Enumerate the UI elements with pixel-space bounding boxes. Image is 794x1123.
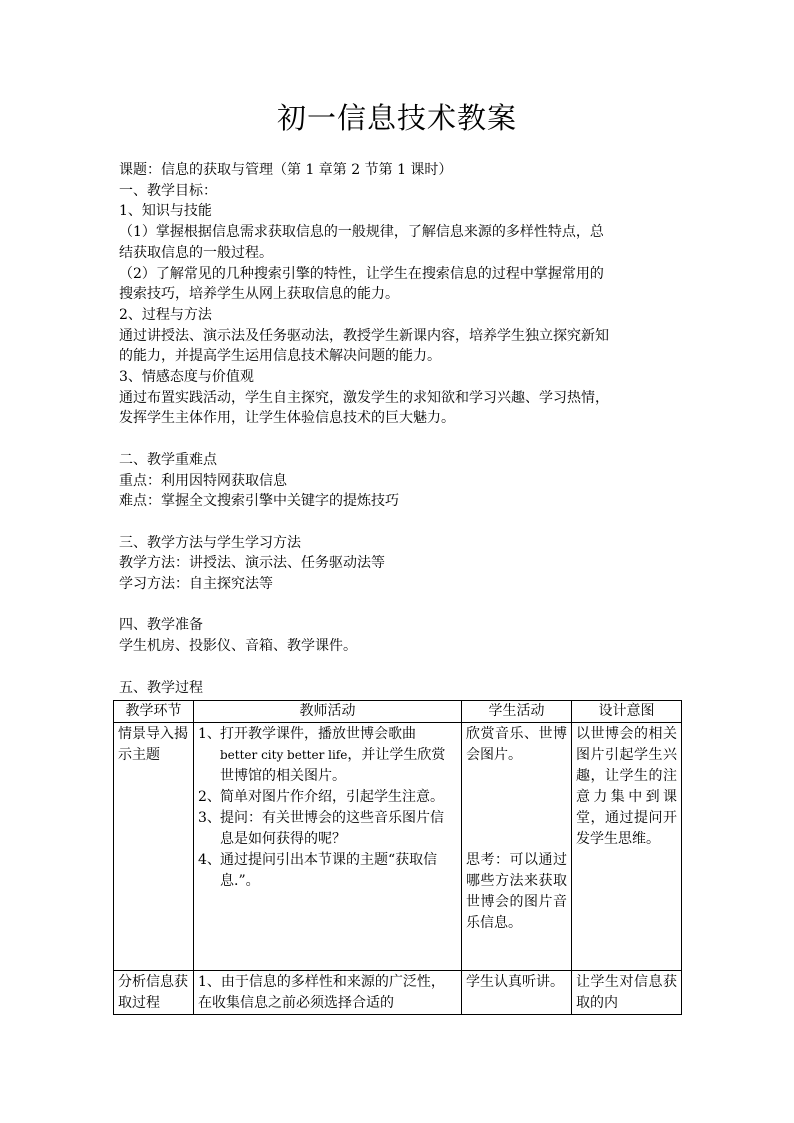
student-activity-1: 学生认真听讲。	[466, 974, 564, 990]
section-heading-key-points: 二、教学重难点	[119, 451, 217, 468]
stage-cell	[114, 971, 194, 1015]
teacher-step	[198, 787, 457, 808]
lesson-process-table	[113, 700, 682, 1015]
header-design-intent: 设计意图	[572, 701, 682, 723]
step-text: 简单对图片作介绍，引起学生注意。	[220, 789, 444, 805]
teacher-activity-cell	[194, 723, 462, 971]
teacher-steps	[198, 724, 457, 892]
process-line-1: 通过讲授法、演示法及任务驱动法，教授学生新课内容，培养学生独立探究新知	[119, 327, 609, 344]
step-number: 1、	[198, 726, 221, 742]
step-text: 由于信息的多样性和来源的广泛性，在收集信息之前必须选择合适的	[198, 974, 445, 1011]
design-intent-cell	[572, 723, 682, 971]
step-number: 2、	[198, 789, 221, 805]
step-number: 4、	[198, 852, 221, 868]
teacher-step	[198, 724, 457, 787]
lesson-topic: 课题：信息的获取与管理（第 1 章第 2 节第 1 课时）	[119, 162, 453, 178]
subheading-process-method: 2、过程与方法	[119, 306, 212, 323]
subheading-knowledge-skills: 1、知识与技能	[119, 203, 212, 220]
song-title: better city better life	[220, 748, 348, 762]
header-stage: 教学环节	[114, 701, 194, 723]
section-heading-methods: 三、教学方法与学生学习方法	[119, 534, 301, 551]
table-header-row	[114, 701, 682, 723]
section-heading-preparation: 四、教学准备	[119, 617, 203, 634]
teacher-step	[198, 808, 457, 850]
design-intent-text: 以世博会的相关图片引起学生兴趣，让学生的注意力集中到课堂，通过提问开发学生思维。	[576, 726, 677, 847]
subheading-attitude-values: 3、情感态度与价值观	[119, 369, 254, 386]
student-activity-1: 欣赏音乐、世博会图片。	[466, 726, 567, 763]
step-text: 提问：有关世博会的这些音乐图片信息是如何获得的呢？	[220, 810, 444, 847]
student-activity-2: 思考：可以通过哪些方法来获取世博会的图片音乐信息。	[466, 852, 567, 931]
attitude-line-2: 发挥学生主体作用，让学生体验信息技术的巨大魅力。	[119, 410, 455, 427]
section-heading-objectives: 一、教学目标：	[119, 182, 217, 199]
table-row	[114, 723, 682, 971]
stage-text: 分析信息获取过程	[118, 974, 188, 1011]
teacher-activity-cell	[194, 971, 462, 1015]
teaching-method: 教学方法：讲授法、演示法、任务驱动法等	[119, 555, 385, 572]
process-line-2: 的能力，并提高学生运用信息技术解决问题的能力。	[119, 348, 441, 365]
header-student-activity: 学生活动	[462, 701, 572, 723]
step-number: 1、	[198, 974, 221, 990]
step-text: 通过提问引出本节课的主题“获取信息.”。	[220, 852, 438, 889]
document-title: 初一信息技术教案	[276, 101, 517, 135]
objective-1-line-2: 结获取信息的一般过程。	[119, 244, 273, 261]
teacher-step	[198, 850, 457, 892]
header-teacher-activity: 教师活动	[194, 701, 462, 723]
step-text: 打开教学课件，播放世博会歌曲	[220, 726, 416, 742]
objective-1-line-1: （1）掌握根据信息需求获取信息的一般规律，了解信息来源的多样性特点，总	[119, 224, 604, 241]
student-activity-cell	[462, 723, 572, 971]
key-point: 重点：利用因特网获取信息	[119, 472, 287, 489]
design-intent-text: 让学生对信息获取的内	[576, 974, 677, 1011]
attitude-line-1: 通过布置实践活动，学生自主探究，激发学生的求知欲和学习兴趣、学习热情，	[119, 389, 609, 406]
objective-2-line-1: （2）了解常见的几种搜索引擎的特性，让学生在搜索信息的过程中掌握常用的	[119, 265, 604, 282]
stage-text: 情景导入揭示主题	[118, 726, 188, 763]
stage-cell	[114, 723, 194, 971]
design-intent-cell	[572, 971, 682, 1015]
student-activity-cell	[462, 971, 572, 1015]
preparation-text: 学生机房、投影仪、音箱、教学课件。	[119, 638, 357, 655]
document-body	[119, 160, 679, 698]
learning-method: 学习方法：自主探究法等	[119, 576, 273, 593]
table-row	[114, 971, 682, 1015]
objective-2-line-2: 搜索技巧，培养学生从网上获取信息的能力。	[119, 286, 399, 303]
step-number: 3、	[198, 810, 221, 826]
difficult-point: 难点：掌握全文搜索引擎中关键字的提炼技巧	[119, 493, 399, 510]
section-heading-process: 五、教学过程	[119, 679, 203, 696]
step-text-cont: ，并让学生欣赏世博馆的相关图片。	[220, 747, 446, 784]
